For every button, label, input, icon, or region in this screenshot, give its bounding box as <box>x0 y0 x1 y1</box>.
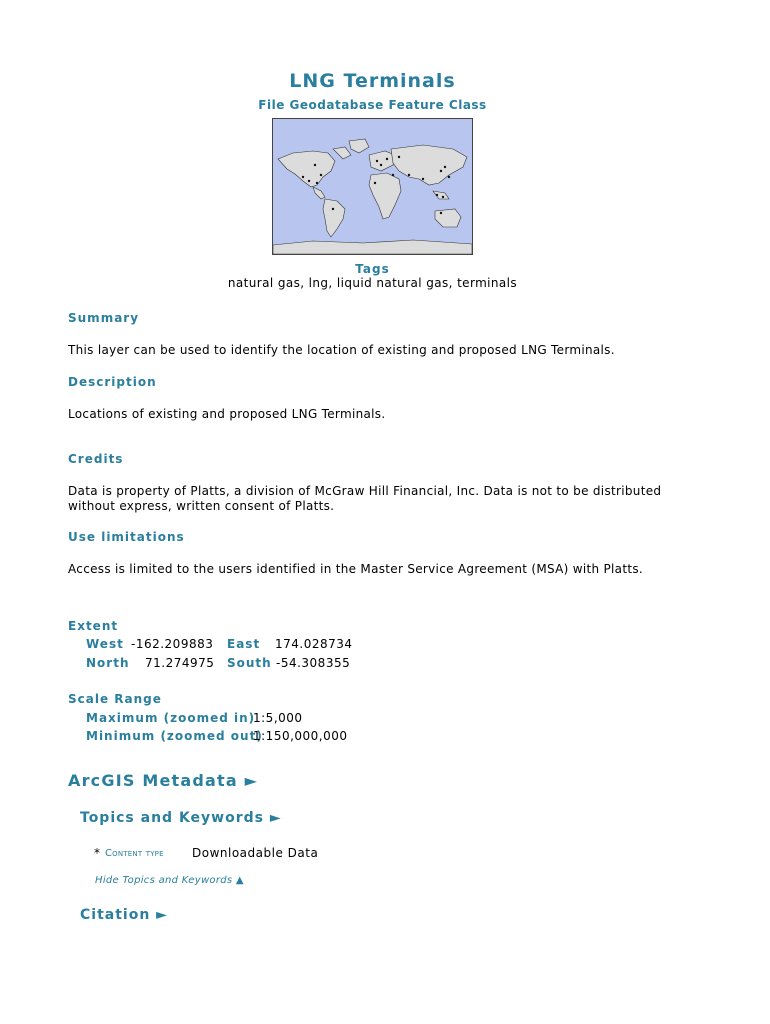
credits-heading: Credits <box>68 452 124 466</box>
credits-text-line-2: without express, written consent of Platts. <box>68 499 335 513</box>
scale-max-value: 1:5,000 <box>253 711 303 725</box>
use-limitations-text: Access is limited to the users identified in the Master Service Agreement (MSA) with Platts. <box>68 562 643 576</box>
extent-north-value: 71.274975 <box>145 656 215 670</box>
extent-west-label: West <box>86 637 124 651</box>
citation-toggle[interactable]: Citation ► <box>80 907 168 923</box>
summary-text: This layer can be used to identify the location of existing and proposed LNG Terminals. <box>68 343 615 357</box>
extent-south-label: South <box>227 656 272 670</box>
content-type-label: Content type <box>105 848 164 859</box>
arcgis-metadata-toggle[interactable]: ArcGIS Metadata ► <box>68 771 259 790</box>
page-subtitle: File Geodatabase Feature Class <box>258 98 487 112</box>
description-heading: Description <box>68 375 157 389</box>
scale-range-heading: Scale Range <box>68 692 162 706</box>
extent-east-value: 174.028734 <box>275 637 353 651</box>
content-type-bullet: * <box>94 846 101 860</box>
scale-min-label: Minimum (zoomed out) <box>86 729 263 743</box>
description-text: Locations of existing and proposed LNG Terminals. <box>68 407 386 421</box>
credits-text <box>68 484 708 514</box>
content-type-value: Downloadable Data <box>192 846 319 860</box>
extent-south-value: -54.308355 <box>276 656 351 670</box>
world-map-thumbnail <box>272 118 473 255</box>
extent-east-label: East <box>227 637 261 651</box>
extent-north-label: North <box>86 656 130 670</box>
page-title: LNG Terminals <box>289 70 456 92</box>
scale-min-value: 1:150,000,000 <box>253 729 348 743</box>
tags-heading: Tags <box>355 262 390 276</box>
hide-topics-link[interactable]: Hide Topics and Keywords ▲ <box>95 875 244 886</box>
extent-heading: Extent <box>68 619 119 633</box>
scale-max-label: Maximum (zoomed in) <box>86 711 256 725</box>
tags-value: natural gas, lng, liquid natural gas, terminals <box>227 276 518 290</box>
world-map-image <box>273 119 472 254</box>
extent-west-value: -162.209883 <box>131 637 214 651</box>
use-limitations-heading: Use limitations <box>68 530 185 544</box>
credits-text-line-1: Data is property of Platts, a division of McGraw Hill Financial, Inc. Data is not to be distributed <box>68 484 662 498</box>
topics-keywords-toggle[interactable]: Topics and Keywords ► <box>80 810 282 826</box>
summary-heading: Summary <box>68 311 140 325</box>
